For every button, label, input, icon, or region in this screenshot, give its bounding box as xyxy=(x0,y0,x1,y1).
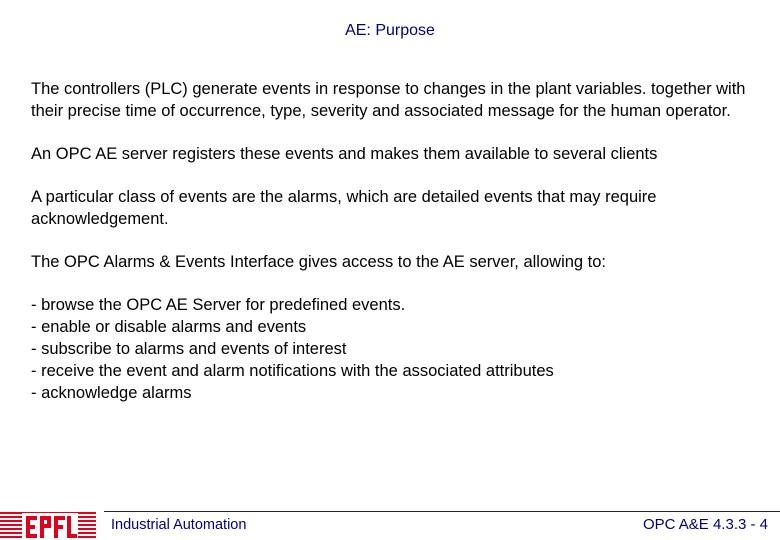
footer-course-name: Industrial Automation xyxy=(111,517,247,533)
footer-slide-number: OPC A&E 4.3.3 - 4 xyxy=(642,516,768,533)
list-item: - enable or disable alarms and events xyxy=(31,318,307,336)
epfl-logo xyxy=(0,510,96,540)
capability-list xyxy=(31,294,751,404)
paragraph-events: The controllers (PLC) generate events in response to changes in the plant variables. together with their precise time of occurrence, type, severity and associated message for the human operator. xyxy=(31,80,746,120)
paragraph-server: An OPC AE server registers these events and makes them available to several clients xyxy=(31,145,658,163)
list-item: - browse the OPC AE Server for predefined events. xyxy=(31,296,406,314)
list-item: - subscribe to alarms and events of interest xyxy=(31,340,347,358)
paragraph-interface: The OPC Alarms & Events Interface gives access to the AE server, allowing to: xyxy=(31,253,607,271)
list-item: - acknowledge alarms xyxy=(31,384,192,402)
list-item: - receive the event and alarm notifications with the associated attributes xyxy=(31,362,554,380)
slide-body xyxy=(31,78,751,404)
paragraph-alarms: A particular class of events are the alarms, which are detailed events that may require acknowledgement. xyxy=(31,188,657,228)
footer-divider xyxy=(104,511,780,512)
slide-title: AE: Purpose xyxy=(345,22,435,39)
